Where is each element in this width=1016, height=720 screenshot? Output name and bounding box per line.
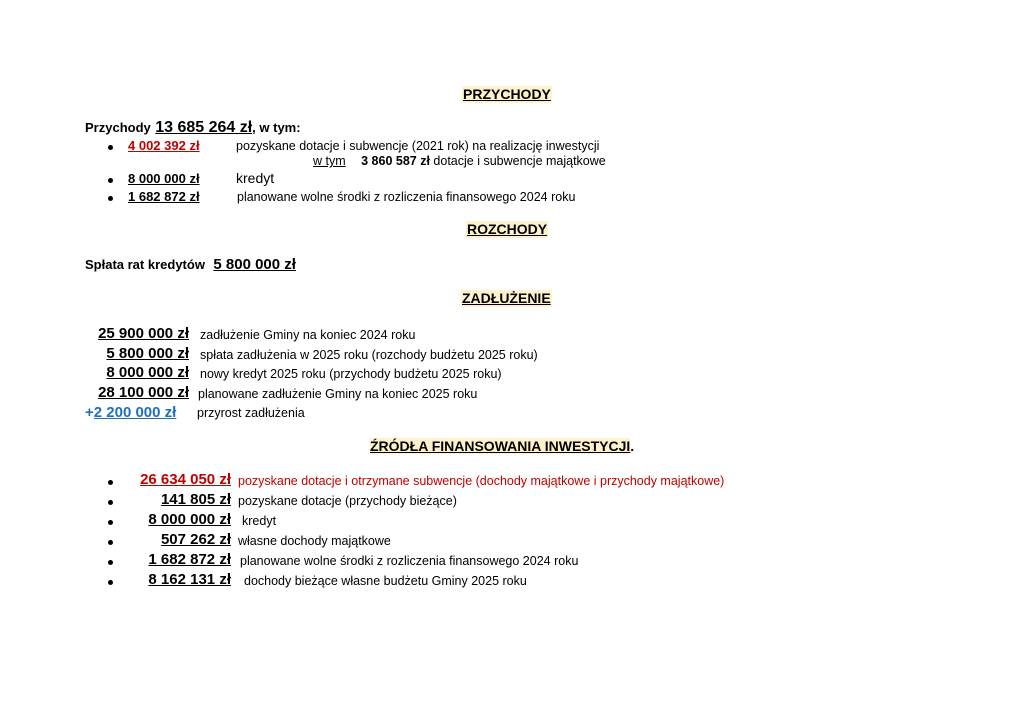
zrodla-item-amount: 8 000 000 zł (148, 511, 231, 528)
zrodla-item-amount: 507 262 zł (160, 531, 231, 548)
przychody-item-amount: 4 002 392 zł (128, 138, 200, 153)
zadluzenie-row-text: przyrost zadłużenia (197, 406, 305, 420)
zadluzenie-row-amount: 25 900 000 zł (98, 325, 189, 342)
zadluzenie-row-text: spłata zadłużenia w 2025 roku (rozchody budżetu 2025 roku) (200, 348, 538, 362)
zrodla-item-text: pozyskane dotacje i otrzymane subwencje (dochody majątkowe i przychody majątkowe) (238, 474, 725, 488)
bullet-icon (108, 480, 113, 485)
bullet-icon (108, 540, 113, 545)
przychody-intro-suffix: , w tym: (252, 120, 301, 135)
zrodla-item-amount: 26 634 050 zł (140, 471, 231, 488)
bullet-icon (108, 520, 113, 525)
bullet-icon (108, 580, 113, 585)
rozchody-label: Spłata rat kredytów (85, 257, 205, 272)
przychody-sub-prefix: w tym (313, 154, 346, 168)
bullet-icon (108, 145, 113, 150)
przychody-item-amount: 8 000 000 zł (128, 171, 200, 186)
zadluzenie-increase-prefix: + (85, 404, 94, 421)
przychody-intro-label: Przychody (85, 120, 151, 135)
przychody-item-amount: 1 682 872 zł (128, 189, 200, 204)
przychody-item-text: pozyskane dotacje i subwencje (2021 rok) na realizację inwestycji (236, 139, 600, 153)
przychody-intro (85, 119, 301, 137)
zrodla-item-text: własne dochody majątkowe (238, 534, 391, 548)
zrodla-item-amount: 1 682 872 zł (148, 551, 231, 568)
bullet-icon (108, 196, 113, 201)
zrodla-heading: ŹRÓDŁA FINANSOWANIA INWESTYCJI (370, 438, 631, 454)
przychody-item-text: planowane wolne środki z rozliczenia finansowego 2024 roku (237, 190, 576, 204)
przychody-heading: PRZYCHODY (463, 86, 551, 102)
zadluzenie-row-text: nowy kredyt 2025 roku (przychody budżetu 2025 roku) (200, 367, 502, 381)
zadluzenie-row-text: zadłużenie Gminy na koniec 2024 roku (200, 328, 416, 342)
bullet-icon (108, 178, 113, 183)
zadluzenie-row-amount: 5 800 000 zł (106, 345, 189, 362)
zrodla-item-text: dochody bieżące własne budżetu Gminy 2025 roku (244, 574, 527, 588)
zadluzenie-increase-value: 2 200 000 zł (93, 404, 177, 421)
zadluzenie-heading: ZADŁUŻENIE (462, 290, 551, 306)
zrodla-heading-suffix: . (630, 438, 635, 454)
przychody-sub-text: dotacje i subwencje majątkowe (433, 154, 606, 168)
zrodla-heading-wrap (370, 438, 634, 455)
zrodla-item-amount: 141 805 zł (160, 491, 231, 508)
rozchody-row (85, 256, 296, 274)
zrodla-item-amount: 8 162 131 zł (148, 571, 231, 588)
rozchody-heading: ROZCHODY (467, 221, 548, 237)
zrodla-item-text: kredyt (242, 514, 277, 528)
bullet-icon (108, 500, 113, 505)
rozchody-amount: 5 800 000 zł (213, 256, 296, 273)
przychody-sub-line (313, 154, 606, 168)
przychody-total-amount: 13 685 264 zł (155, 119, 253, 136)
bullet-icon (108, 560, 113, 565)
zadluzenie-row-amount: 8 000 000 zł (106, 364, 189, 381)
zadluzenie-increase-amount (85, 404, 176, 421)
przychody-sub-amount: 3 860 587 zł (361, 154, 430, 168)
zadluzenie-row-text: planowane zadłużenie Gminy na koniec 2025 roku (198, 387, 478, 401)
zadluzenie-row-amount: 28 100 000 zł (98, 384, 189, 401)
zrodla-item-text: planowane wolne środki z rozliczenia finansowego 2024 roku (240, 554, 579, 568)
przychody-item-text: kredyt (236, 170, 275, 186)
zrodla-item-text: pozyskane dotacje (przychody bieżące) (238, 494, 457, 508)
